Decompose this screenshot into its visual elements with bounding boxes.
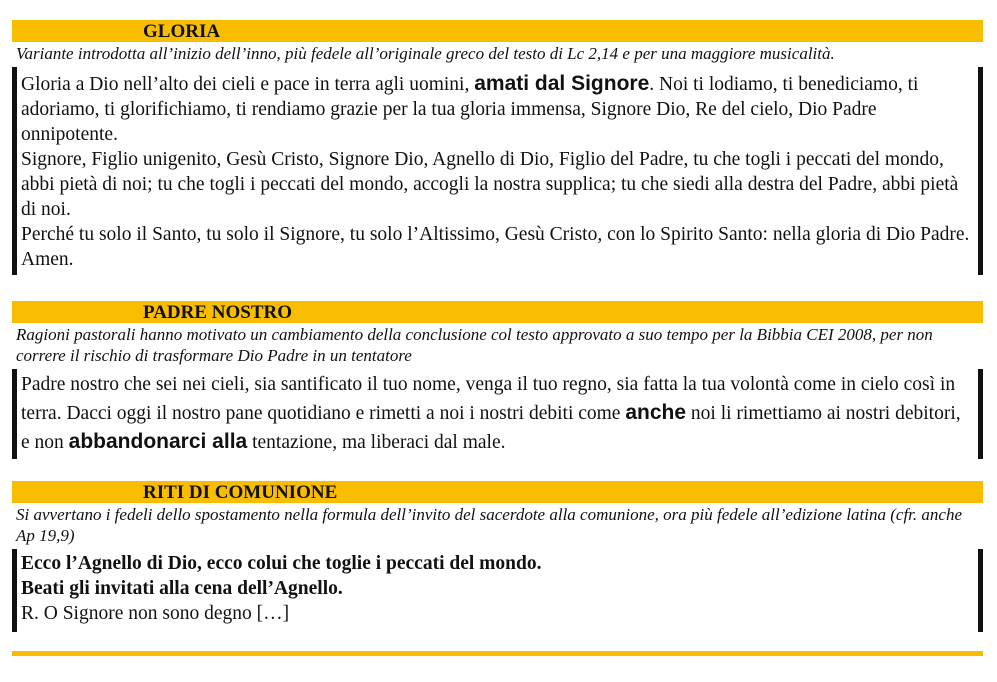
text-run: Gloria a Dio nell’alto dei cieli e pace in terra agli uomini, bbox=[21, 74, 475, 95]
section-padre-nostro bbox=[12, 301, 983, 459]
paragraph: Ecco l’Agnello di Dio, ecco colui che toglie i peccati del mondo. bbox=[21, 553, 542, 574]
text-run: noi li rimettiamo ai nostri debitori, e non bbox=[21, 403, 961, 453]
section-gloria bbox=[12, 20, 983, 275]
section-header-bar bbox=[12, 481, 983, 503]
text-box bbox=[12, 67, 983, 275]
paragraph: Signore, Figlio unigenito, Gesù Cristo, Signore Dio, Agnello di Dio, Figlio del Padre, tu che togli i peccati del mondo, abbi pietà di noi; tu che togli i peccati del mondo, accogli la nostra supplica; tu che siedi alla destra del Padre, abbi pietà di noi. bbox=[21, 149, 959, 220]
text-run: Padre nostro che sei nei cieli, sia santificato il tuo nome, venga il tuo regno, sia fatta la tua volontà come in cielo così in terra. Dacci oggi il nostro pane quotidiano e rimetti a noi i nostri debiti come bbox=[21, 374, 956, 424]
section-title: RITI DI COMUNIONE bbox=[143, 482, 338, 503]
text-box bbox=[12, 549, 983, 632]
paragraph bbox=[21, 71, 972, 147]
section-note: Ragioni pastorali hanno motivato un cambiamento della conclusione col testo approvato a suo tempo per la Bibbia CEI 2008, per non correre il rischio di trasformare Dio Padre in un tentatore bbox=[16, 325, 933, 365]
section-title: GLORIA bbox=[143, 21, 221, 42]
section-note: Si avvertano i fedeli dello spostamento nella formula dell’invito del sacerdote alla comunione, ora più fedele all’edizione latina (cfr. anche Ap 19,9) bbox=[16, 505, 962, 545]
text-run: . Noi ti lodiamo, ti benediciamo, ti adoriamo, ti glorifichiamo, ti rendiamo grazie per la tua gloria immensa, Signore Dio, Re del cielo, Dio Padre onnipotente. bbox=[21, 74, 919, 145]
section-title: PADRE NOSTRO bbox=[143, 302, 293, 323]
bottom-divider bbox=[12, 651, 983, 656]
paragraph bbox=[21, 371, 972, 457]
section-riti-di-comunione bbox=[12, 481, 983, 632]
paragraph: R. O Signore non sono degno […] bbox=[21, 603, 290, 624]
text-run: tentazione, ma liberaci dal male. bbox=[247, 432, 506, 453]
section-header-bar bbox=[12, 301, 983, 323]
section-note: Variante introdotta all’inizio dell’inno, più fedele all’originale greco del testo di Lc 2,14 e per una maggiore musicalità. bbox=[16, 44, 835, 63]
text-box bbox=[12, 369, 983, 459]
paragraph: Beati gli invitati alla cena dell’Agnello. bbox=[21, 578, 343, 599]
highlighted-text: amati dal Signore bbox=[474, 72, 650, 95]
highlighted-text: anche bbox=[625, 401, 687, 424]
section-header-bar bbox=[12, 20, 983, 42]
highlighted-text: abbandonarci alla bbox=[68, 430, 248, 453]
paragraph: Perché tu solo il Santo, tu solo il Signore, tu solo l’Altissimo, Gesù Cristo, con lo Spirito Santo: nella gloria di Dio Padre. Amen. bbox=[21, 224, 970, 270]
